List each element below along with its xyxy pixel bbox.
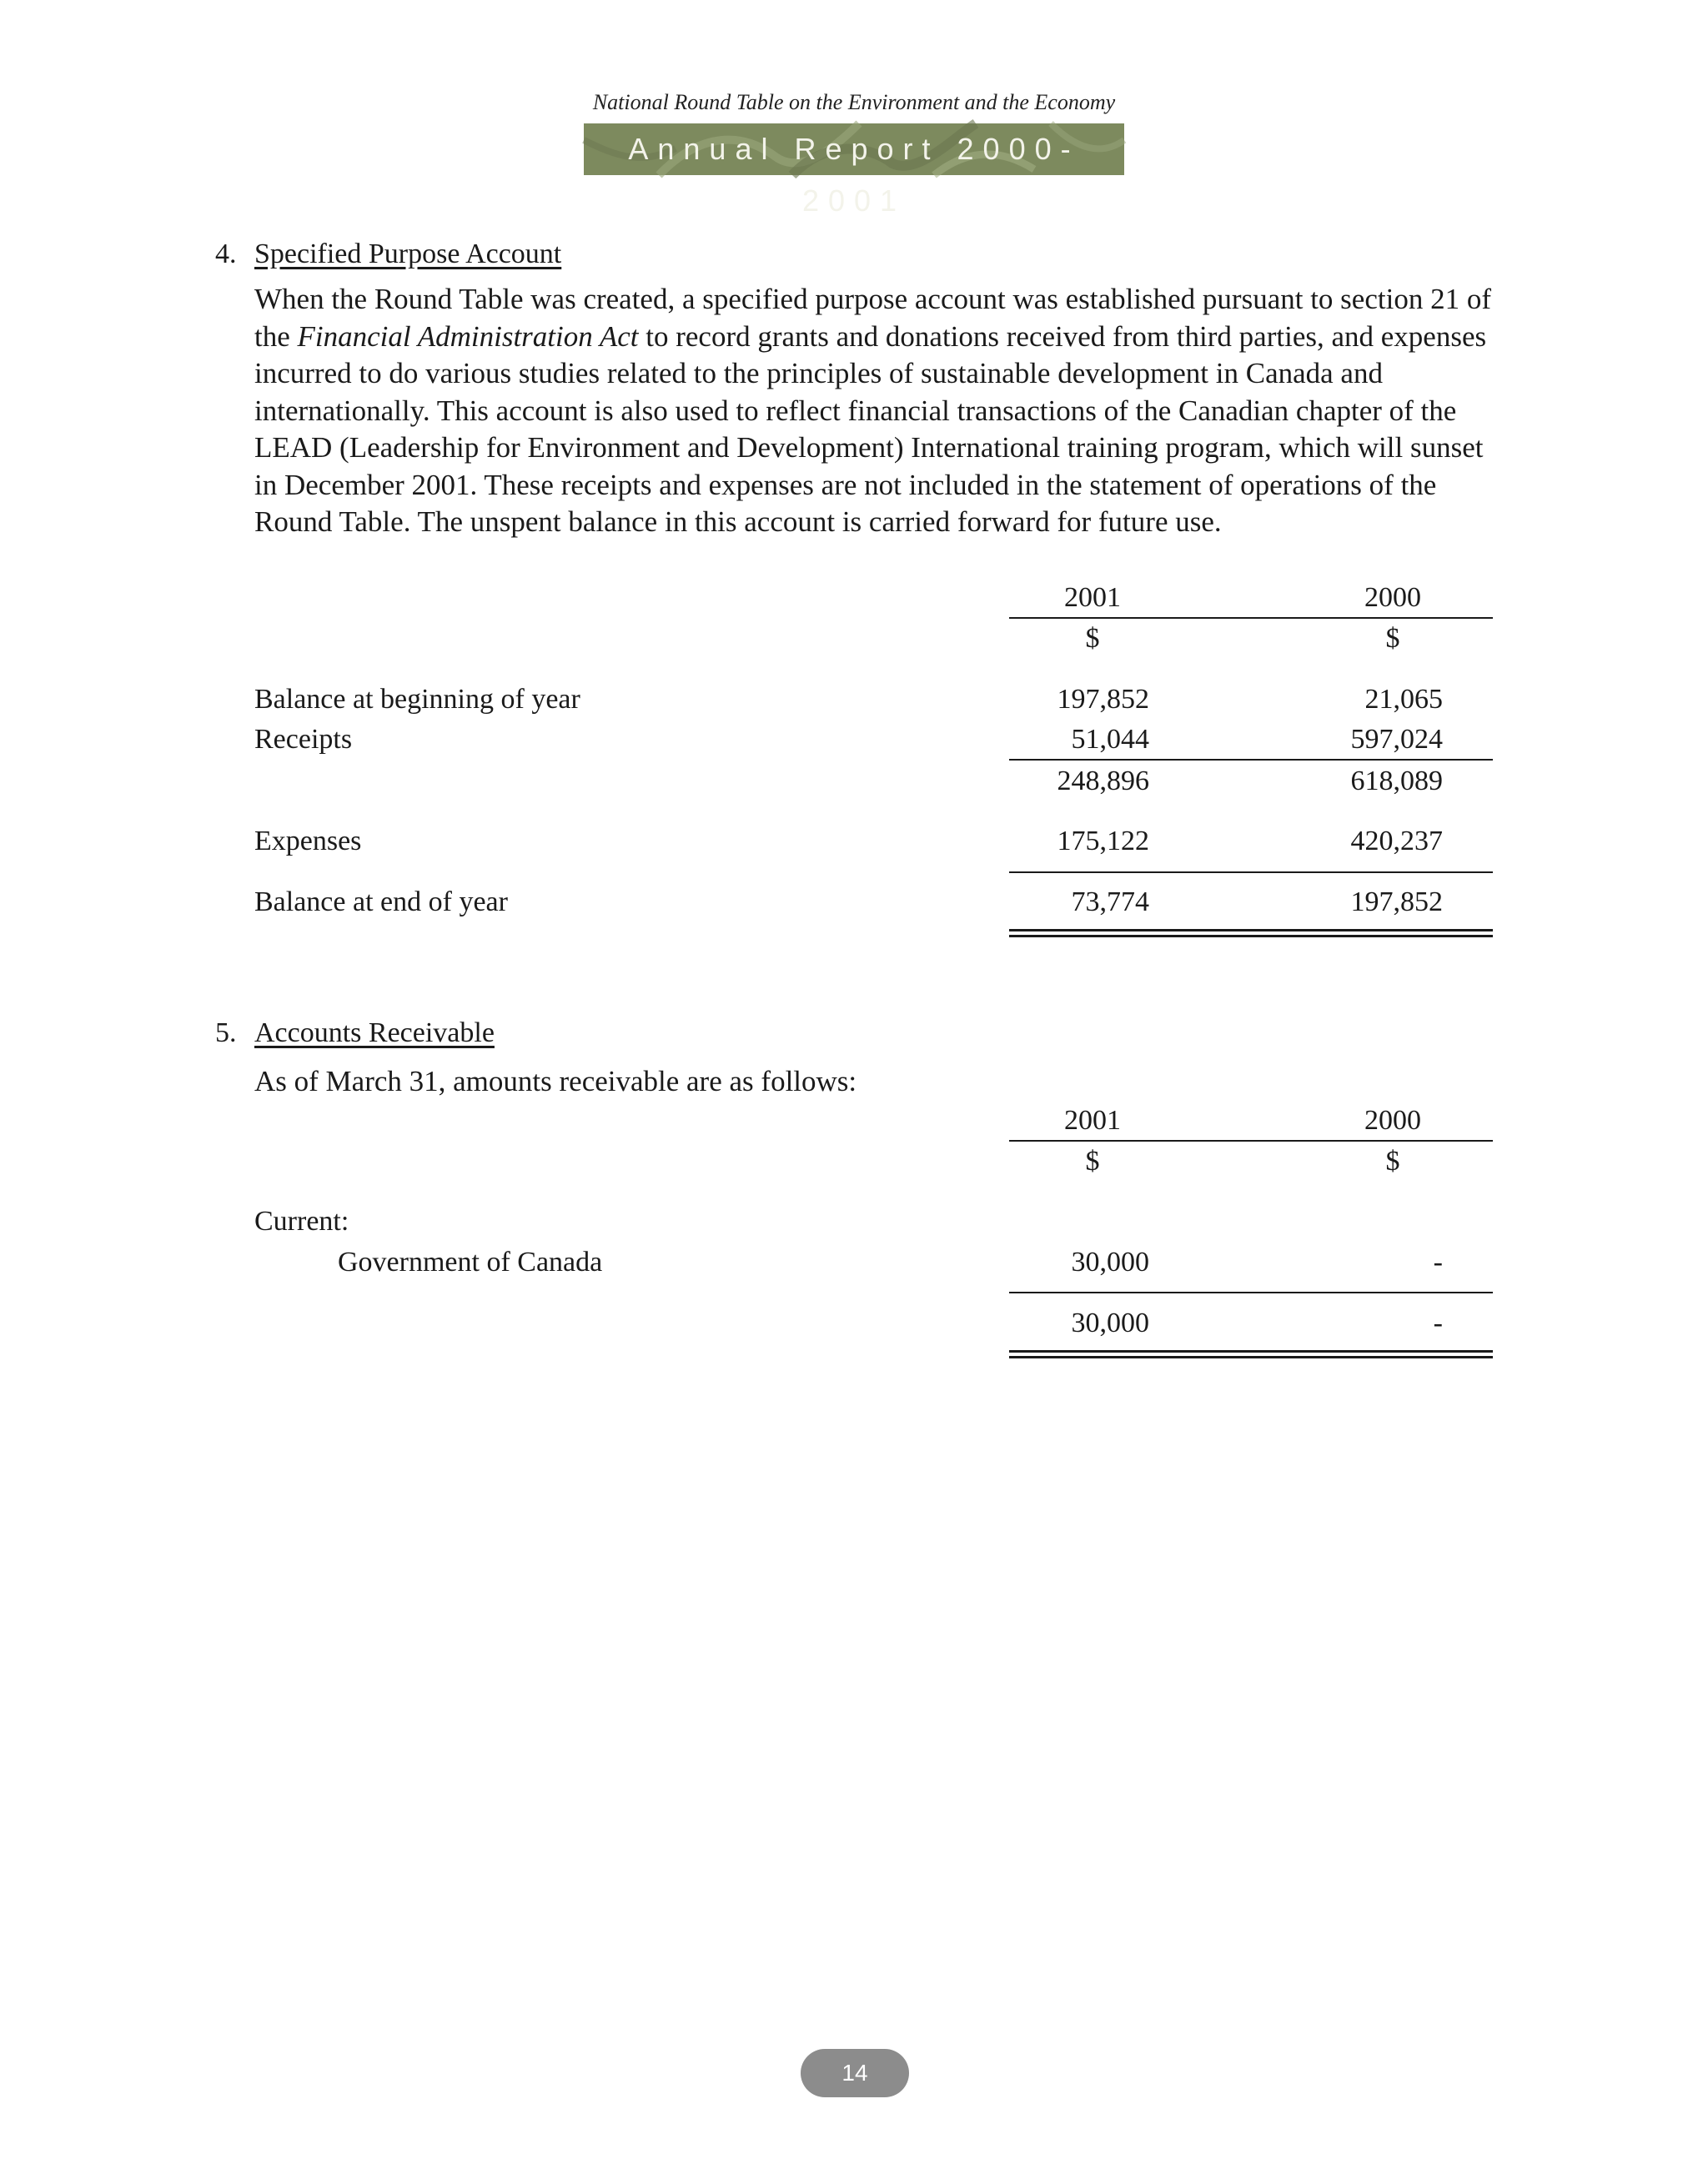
value-total-2001: 30,000 (1071, 1308, 1149, 1338)
double-rule-bottom (1009, 935, 1493, 937)
ar-double-rule-top (1009, 1350, 1493, 1353)
ar-col-header-2000: 2000 (1364, 1105, 1421, 1136)
unit-2000: $ (1385, 623, 1400, 654)
section-4-paragraph (254, 281, 1497, 541)
annual-report-banner (584, 123, 1124, 218)
row-label-expenses: Expenses (254, 826, 362, 856)
value-balance-begin-2001: 197,852 (1057, 684, 1149, 715)
row-label-government: Government of Canada (338, 1247, 603, 1278)
value-receipts-2001: 51,044 (1071, 724, 1149, 755)
act-name-italic: Financial Administration Act (297, 319, 639, 353)
section-5-number: 5. (215, 1017, 237, 1048)
header-rule (1009, 617, 1493, 619)
value-receipts-2000: 597,024 (1350, 724, 1443, 755)
row-label-balance-end: Balance at end of year (254, 886, 508, 917)
value-balance-end-2000: 197,852 (1350, 886, 1443, 917)
value-expenses-2001: 175,122 (1057, 826, 1149, 856)
expenses-rule (1009, 871, 1493, 873)
row-label-receipts: Receipts (254, 724, 353, 755)
ar-col-header-2001: 2001 (1064, 1105, 1121, 1136)
report-org-title: National Round Table on the Environment and the Economy (592, 90, 1116, 114)
value-subtotal-2001: 248,896 (1057, 766, 1149, 796)
section-5-title: Accounts Receivable (254, 1017, 495, 1048)
value-total-2000: - (1433, 1308, 1443, 1338)
col-header-2000: 2000 (1364, 582, 1421, 613)
subtotal-rule (1009, 759, 1493, 761)
ar-total-rule (1009, 1292, 1493, 1293)
ar-unit-2001: $ (1085, 1146, 1100, 1177)
col-header-2001: 2001 (1064, 582, 1121, 613)
banner-text: Annual Report 2000-2001 (628, 132, 1080, 218)
ar-double-rule-bottom (1009, 1356, 1493, 1358)
section-5-intro: As of March 31, amounts receivable are as follows: (254, 1065, 857, 1097)
row-label-balance-begin: Balance at beginning of year (254, 684, 580, 715)
ar-unit-2000: $ (1385, 1146, 1400, 1177)
value-government-2001: 30,000 (1071, 1247, 1149, 1278)
current-label: Current: (254, 1206, 349, 1237)
section-4-number: 4. (215, 238, 237, 269)
page-number: 14 (801, 2049, 909, 2097)
section-4-title: Specified Purpose Account (254, 238, 562, 269)
paragraph-text-end: to record grants and donations received from third parties, and expenses incurred to do various studies related to the principles of sustainable development in Canada and internationally. This account is also used to reflect financial transactions of the Canadian chapter of the LEAD (Leadership for Environment and Development) International training program, which will sunset in December 2001. These receipts and expenses are not included in the statement of operations of the Round Table. The unspent balance in this account is carried forward for future use. (254, 319, 1487, 538)
double-rule-top (1009, 929, 1493, 931)
value-balance-end-2001: 73,774 (1071, 886, 1149, 917)
unit-2001: $ (1085, 623, 1100, 654)
value-balance-begin-2000: 21,065 (1364, 684, 1443, 715)
paragraph-text-start: When the Round Table was created, a specified purpose account was established pursuant to section 21 of the (254, 283, 1491, 353)
ar-header-rule (1009, 1140, 1493, 1142)
value-subtotal-2000: 618,089 (1350, 766, 1443, 796)
value-government-2000: - (1433, 1247, 1443, 1278)
value-expenses-2000: 420,237 (1350, 826, 1443, 856)
